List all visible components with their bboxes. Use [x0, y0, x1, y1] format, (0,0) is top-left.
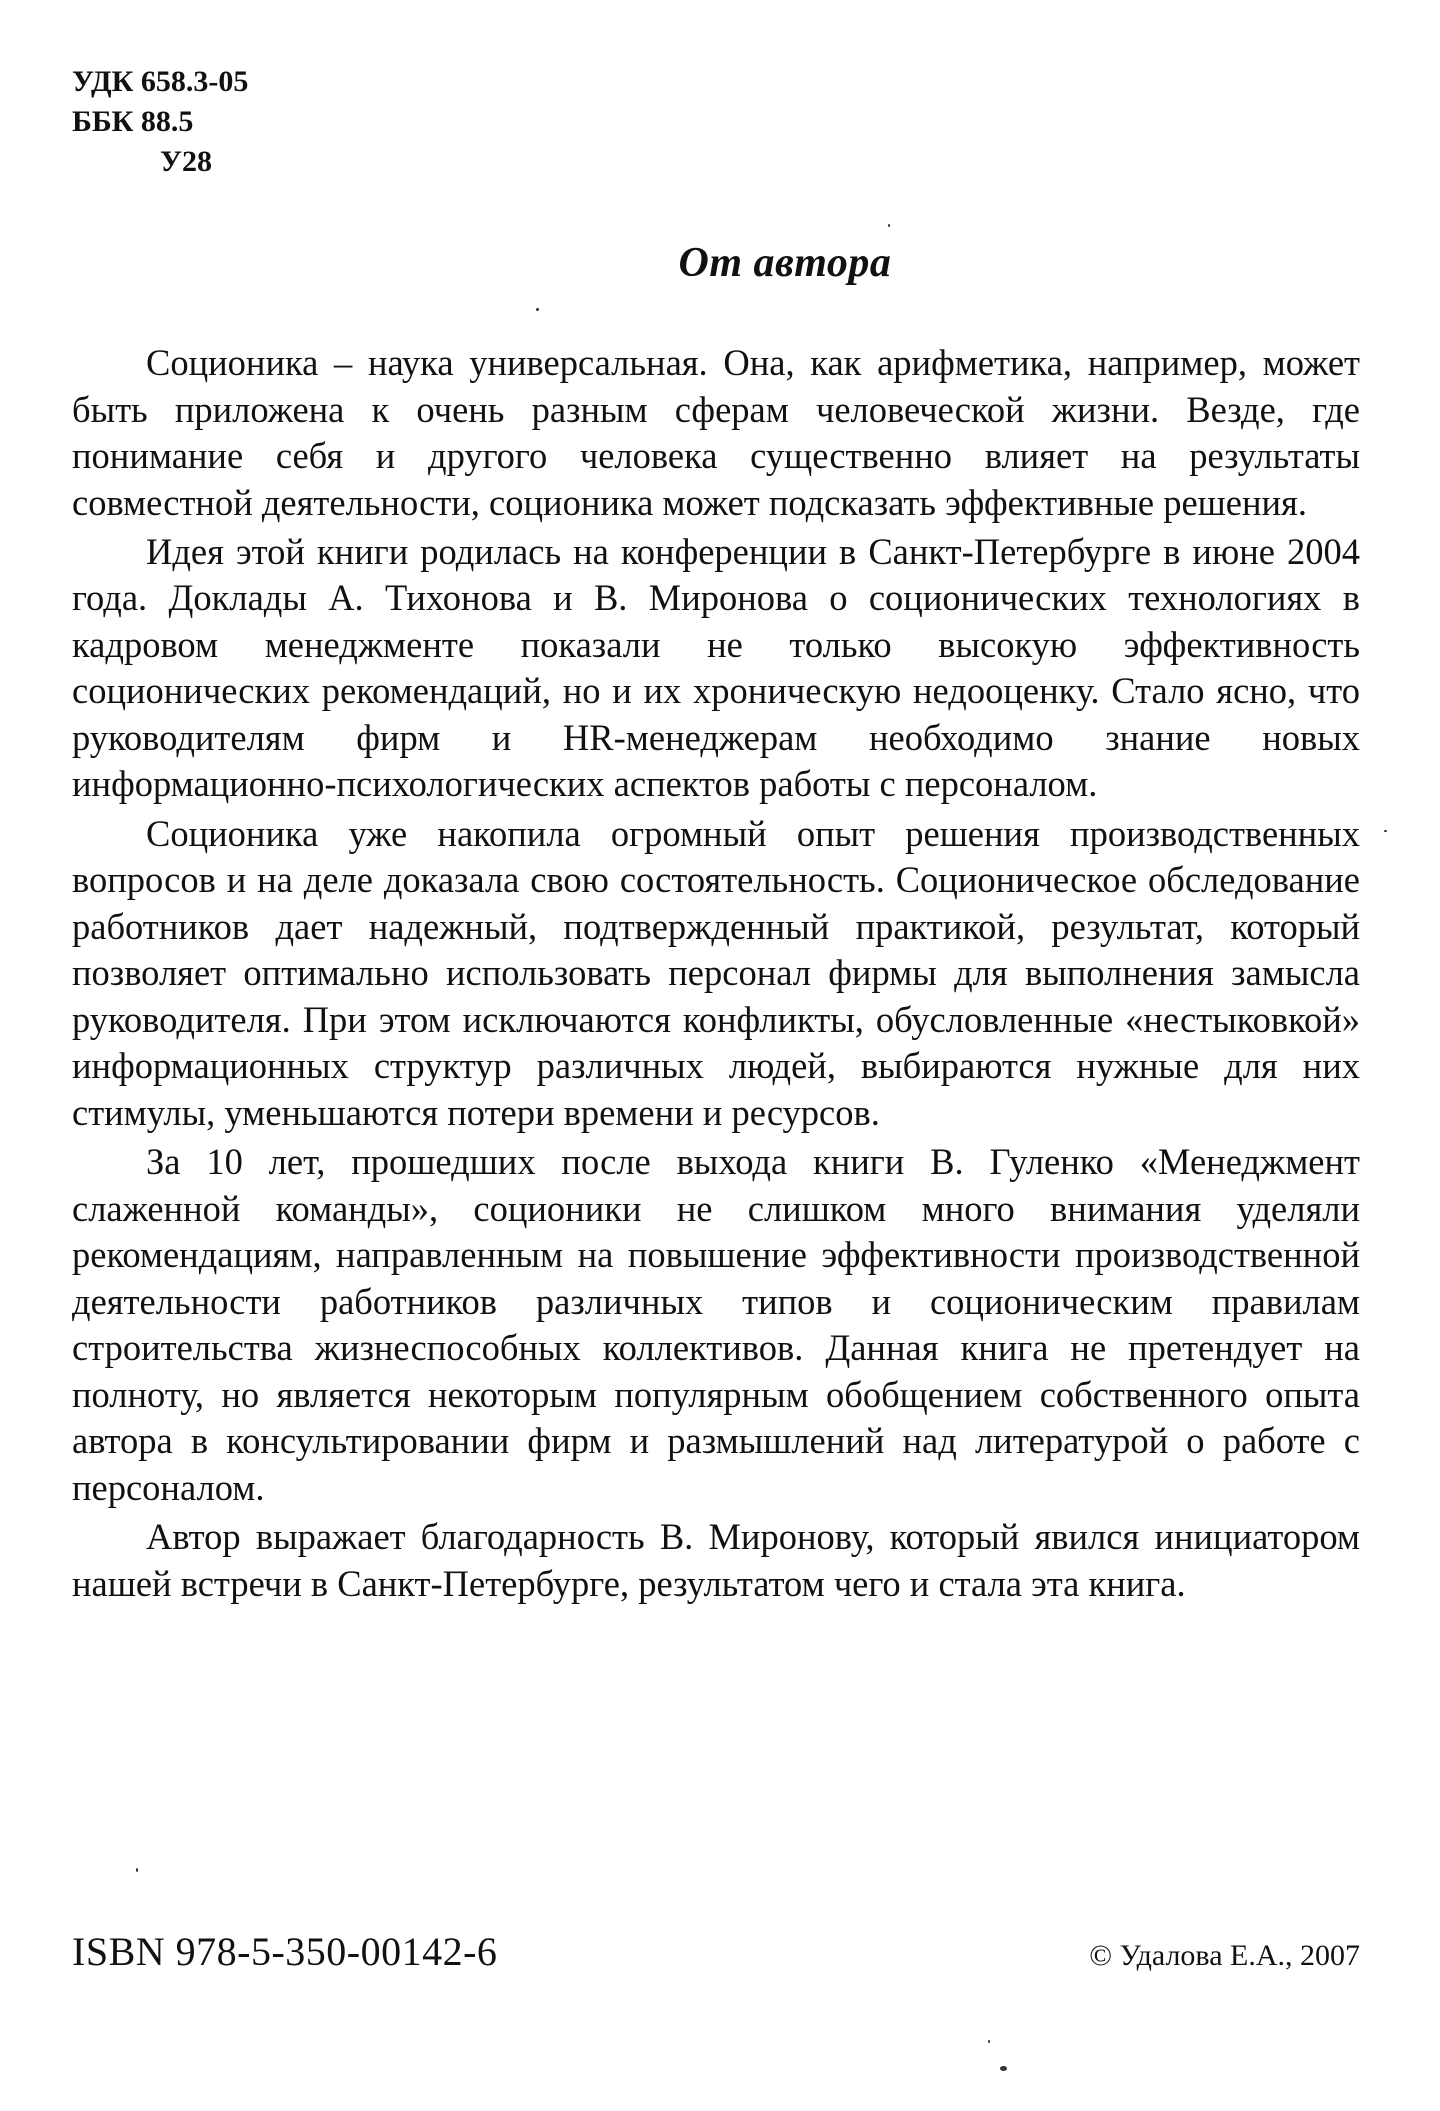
scan-speck	[536, 308, 539, 311]
bbk-code: ББК 88.5	[72, 105, 194, 138]
scan-speck	[1384, 830, 1387, 832]
scan-speck	[988, 2040, 990, 2043]
paragraph-2: Идея этой книги родилась на конференции в Санкт-Петербурге в июне 2004 года. Доклады А. Тихонова и В. Миронова о соционических технологиях в кадровом менеджменте показали не только высокую эффективность соционических рекомендаций, но и их хроническую недооценку. Стало ясно, что руководителям фирм и HR-менеджерам необходимо знание новых информационно-психологических аспектов работы с персоналом.	[72, 530, 1360, 805]
paragraph-5: Автор выражает благодарность В. Миронову, который явился инициатором нашей встречи в Санкт-Петербурге, результатом чего и стала эта книга.	[72, 1516, 1360, 1604]
scan-speck	[1000, 2066, 1007, 2071]
scan-speck	[888, 224, 890, 227]
paragraph-3: Соционика уже накопила огромный опыт решения производственных вопросов и на деле доказала свою состоятельность. Соционическое обследование работников дает надежный, подтвержденный практикой, результат, который позволяет оптимально использовать персонал фирмы для выполнения замысла руководителя. При этом исключаются конфликты, обусловленные «нестыковкой» информационных структур различных людей, выбираются нужные для них стимулы, уменьшаются потери времени и ресурсов.	[72, 812, 1360, 1133]
imprint-footer	[72, 1928, 1360, 1975]
copyright: © Удалова Е.А., 2007	[1089, 1939, 1360, 1972]
preface-text	[72, 340, 1360, 1610]
paragraph-4: За 10 лет, прошедших после выхода книги В. Гуленко «Менеджмент слаженной команды», соционики не слишком много внимания уделяли рекомендациям, направленным на повышение эффективности производственной деятельности работников различных типов и соционическим правилам строительства жизнеспособных коллективов. Данная книга не претендует на полноту, но является некоторым популярным обобщением собственного опыта автора в консультировании фирм и размышлений над литературой о работе с персоналом.	[72, 1141, 1360, 1508]
paragraph-1: Соционика – наука универсальная. Она, как арифметика, например, может быть приложена к очень разным сферам человеческой жизни. Везде, где понимание себя и другого человека существенно влияет на результаты совместной деятельности, соционика может подсказать эффективные решения.	[72, 342, 1360, 523]
udk-code: УДК 658.3-05	[72, 65, 249, 98]
isbn: ISBN 978-5-350-00142-6	[72, 1929, 498, 1974]
scan-speck	[136, 1868, 138, 1872]
section-heading: От автора	[678, 240, 892, 286]
author-mark: У28	[160, 145, 213, 178]
library-classification	[72, 62, 248, 182]
